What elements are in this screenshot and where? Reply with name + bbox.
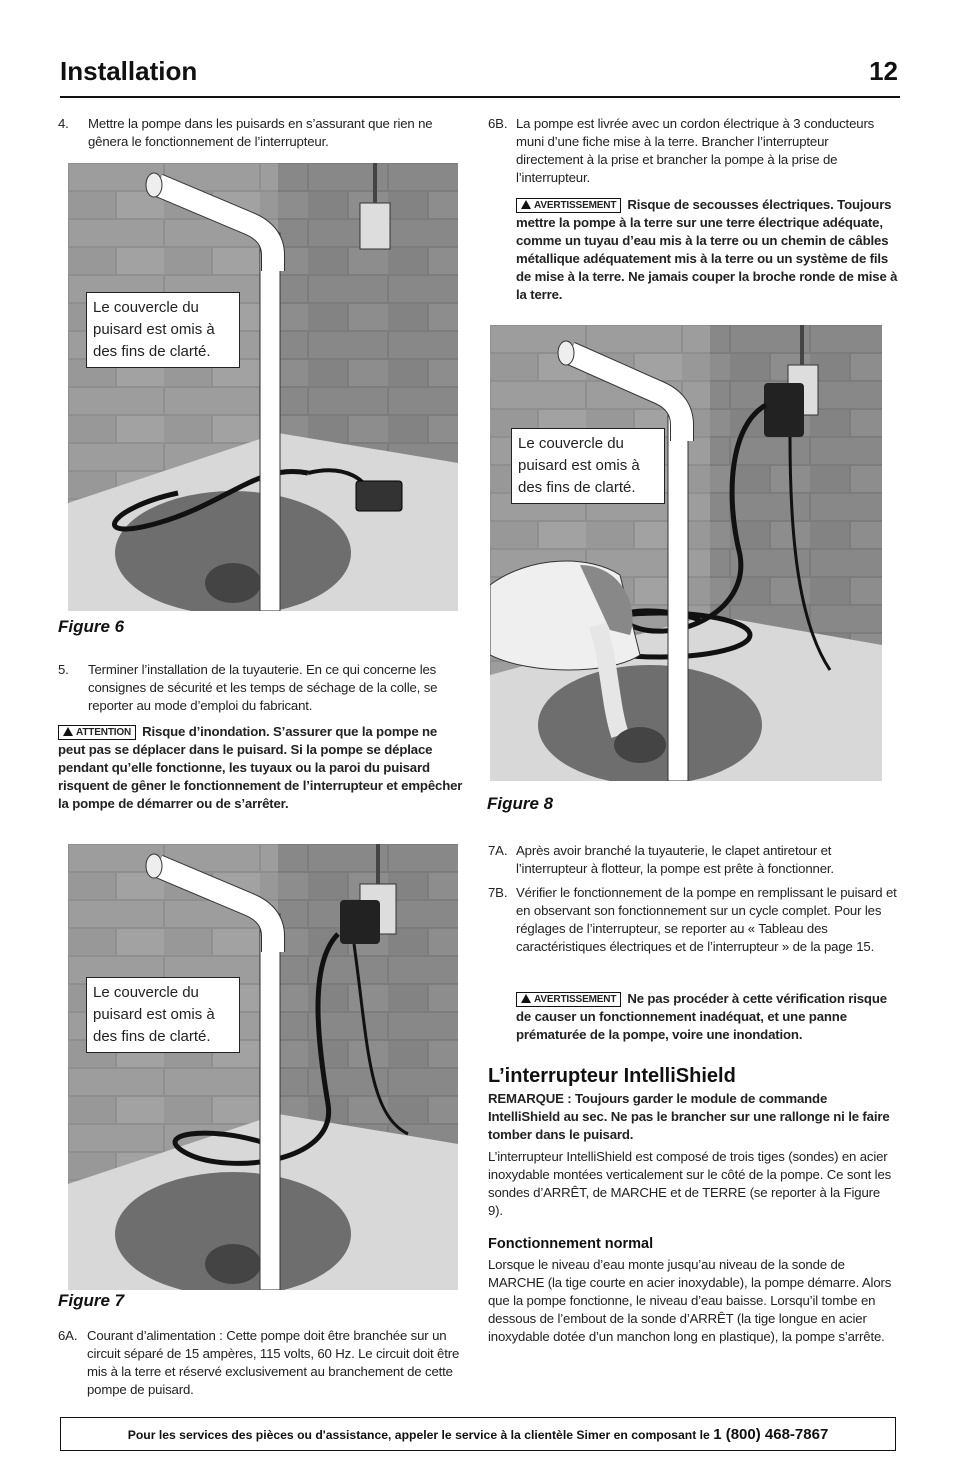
attention-block — [58, 723, 464, 813]
step-5-text: Terminer l’installation de la tuyauterie. En ce qui concerne les consignes de sécurité et les temps de séchage de la colle, se reporter au mode d’emploi du fabricant. — [88, 662, 438, 713]
page-title: Installation — [60, 56, 198, 86]
attention-badge — [58, 725, 136, 740]
step-6b-text: La pompe est livrée avec un cordon électrique à 3 conducteurs muni d’une fiche mise à la terre. Brancher l’interrupteur directement à la prise et brancher la pompe à la prise de l’interrupteur. — [516, 116, 875, 185]
footer-line — [61, 1426, 895, 1443]
warning-1-text: Risque de secousses électriques. Toujours mettre la pompe à la terre sur une terre électrique adéquate, comme un tuyau d’eau mis à la terre ou un chemin de câbles métallique adéquatement mis à la terre ou un système de fils de mise à la terre. Ne jamais couper la broche ronde de mise à la terre. — [516, 197, 898, 302]
figure-8-note: Le couvercle du puisard est omis à des fins de clarté. — [511, 428, 665, 504]
step-6b — [488, 115, 898, 187]
step-6a — [58, 1327, 462, 1399]
warning-2-text: Ne pas procéder à cette vérification risque de causer un fonctionnement inadéquat, et une panne prématurée de la pompe, voire une inondation. — [516, 991, 887, 1042]
step-7b — [488, 884, 898, 956]
step-4 — [58, 115, 460, 151]
warning-2-badge — [516, 992, 621, 1007]
step-5 — [58, 661, 460, 715]
step-7a-number: 7A. — [488, 843, 508, 858]
figure-7-caption: Figure 7 — [58, 1291, 125, 1310]
warning-triangle-icon — [521, 200, 531, 209]
warning-2-block — [516, 990, 896, 1044]
warning-1-label: AVERTISSEMENT — [534, 200, 617, 211]
warning-1-badge — [516, 198, 621, 213]
remark: REMARQUE : Toujours garder le module de commande IntelliShield au sec. Ne pas le brancher sur une rallonge ni le faire tomber dans le puisard. — [488, 1091, 890, 1142]
footer-text: Pour les services des pièces ou d'assistance, appeler le service à la clientèle Simer en composant le — [127, 1428, 710, 1442]
step-6a-text: Courant d’alimentation : Cette pompe doit être branchée sur un circuit séparé de 15 ampères, 115 volts, 60 Hz. Le circuit doit être mis à la terre et réservé exclusivement au branchement de cette pompe de puisard. — [87, 1328, 460, 1397]
warning-triangle-icon — [521, 994, 531, 1003]
step-4-text: Mettre la pompe dans les puisards en s’assurant que rien ne gênera le fonctionnement de l’interrupteur. — [88, 116, 433, 149]
warning-1-block — [516, 196, 898, 304]
subsection-body: Lorsque le niveau d’eau monte jusqu’au niveau de la sonde de MARCHE (la tige courte en acier inoxydable), la pompe démarre. Alors que la pompe fonctionne, le niveau d’eau baisse. Lorsqu’il tombe en dessous de l’embout de la sonde d’ARRÊT (la tige longue en acier inoxydable dotée d’un manchon long en plastique), la pompe s’arrête. — [488, 1257, 892, 1344]
step-7a-text: Après avoir branché la tuyauterie, le clapet antiretour et l’interrupteur à flotteur, la pompe est prête à fonctionner. — [516, 843, 834, 876]
header-rule — [60, 96, 900, 98]
step-6a-number: 6A. — [58, 1328, 78, 1343]
figure-6-illustration — [68, 163, 458, 611]
subsection-title: Fonctionnement normal — [488, 1236, 654, 1252]
step-4-number: 4. — [58, 116, 69, 131]
figure-6-caption: Figure 6 — [58, 617, 125, 636]
footer-phone: 1 (800) 468-7867 — [713, 1426, 829, 1443]
footer-box — [60, 1417, 896, 1451]
figure-6-note: Le couvercle du puisard est omis à des fins de clarté. — [86, 292, 240, 368]
page-number: 12 — [869, 56, 898, 86]
step-7a — [488, 842, 898, 878]
step-7b-number: 7B. — [488, 885, 508, 900]
warning-2-label: AVERTISSEMENT — [534, 994, 617, 1005]
figure-8-illustration — [490, 325, 882, 781]
section-title: L’interrupteur IntelliShield — [488, 1065, 736, 1087]
figure-7-note: Le couvercle du puisard est omis à des fins de clarté. — [86, 977, 240, 1053]
attention-label: ATTENTION — [76, 727, 132, 738]
step-6b-number: 6B. — [488, 116, 508, 131]
figure-8-caption: Figure 8 — [487, 794, 554, 813]
figure-7-illustration — [68, 844, 458, 1290]
section-body: L’interrupteur IntelliShield est composé de trois tiges (sondes) en acier inoxydable montées verticalement sur le côté de la pompe. Ce sont les sondes d’ARRÊT, de MARCHE et de TERRE (se reporter à la Figure 9). — [488, 1149, 892, 1218]
attention-text: Risque d’inondation. S’assurer que la pompe ne peut pas se déplacer dans le puisard. Si la pompe se déplace pendant qu’elle fonctionne, les tuyaux ou la paroi du puisard risquent de gêner le fonctionnement de l’interrupteur et empêcher la pompe de démarrer ou de s’arrêter. — [58, 724, 463, 811]
warning-triangle-icon — [63, 727, 73, 736]
step-7b-text: Vérifier le fonctionnement de la pompe en remplissant le puisard et en observant son fonctionnement sur un cycle complet. Pour les réglages de l’interrupteur, se reporter au « Tableau des caractéristiques électriques et de l’interrupteur » de la page 15. — [516, 885, 897, 954]
step-5-number: 5. — [58, 662, 69, 677]
